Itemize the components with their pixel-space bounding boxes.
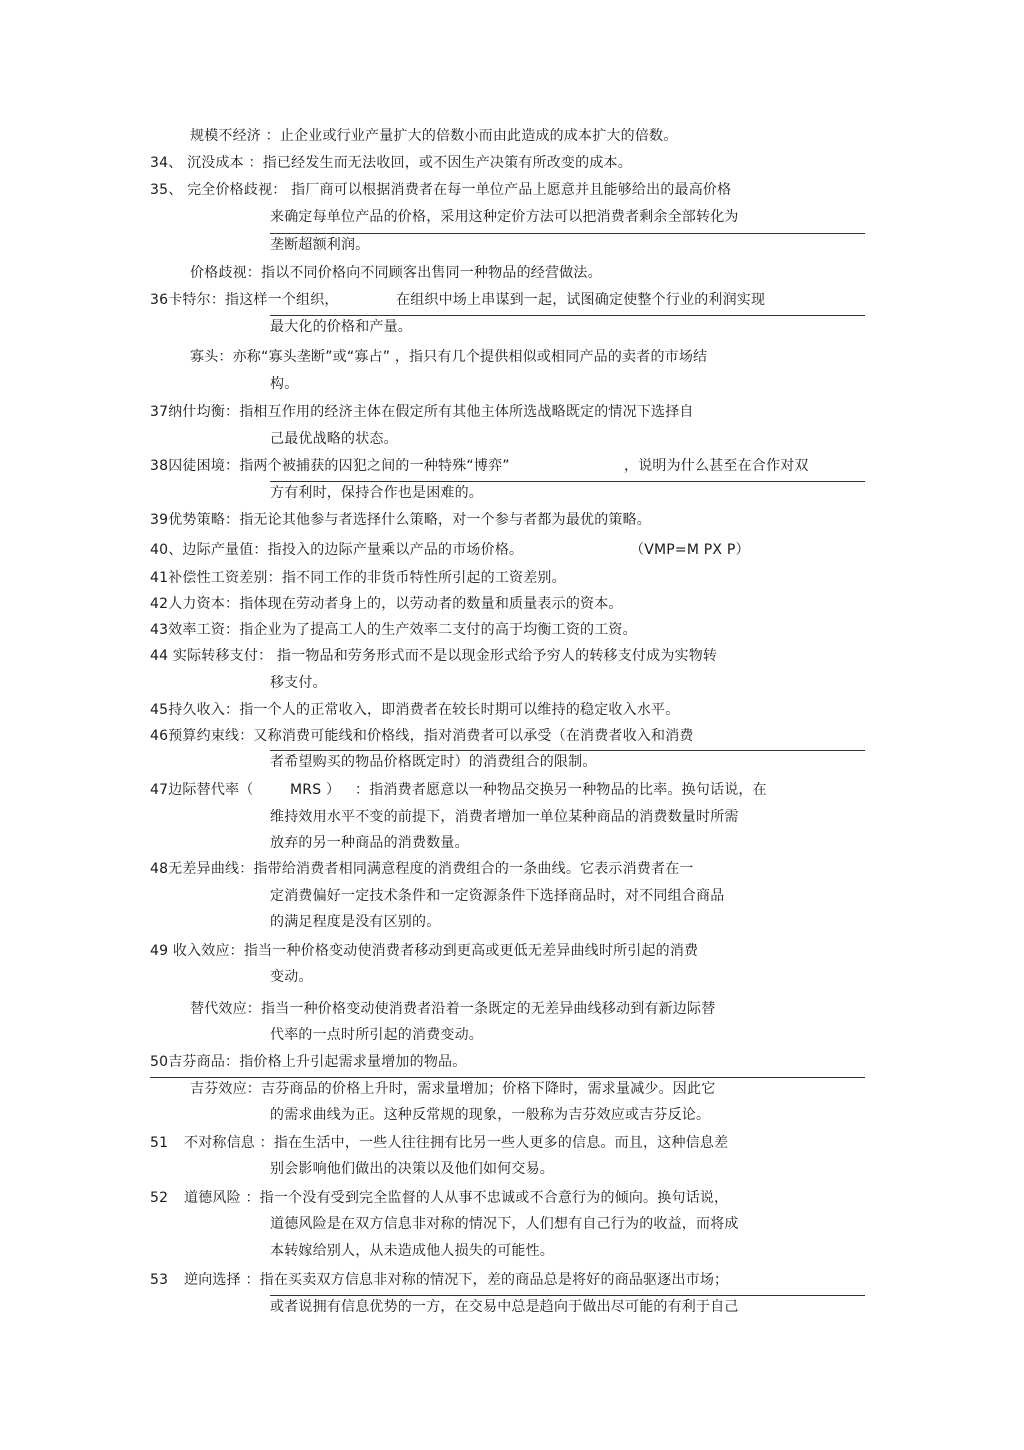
text-line: 35、 完全价格歧视： 指厂商可以根据消费者在每一单位产品上愿意并且能够给出的最高价格 — [150, 182, 732, 198]
text-line: 47边际替代率（ — [150, 782, 254, 798]
text-line: （VMP=M PX P） — [630, 542, 750, 558]
text-line: 40、边际产量值：指投入的边际产量乘以产品的市场价格。 — [150, 542, 524, 558]
text-line: 移支付。 — [270, 675, 327, 691]
text-line: ：指消费者愿意以一种物品交换另一种物品的比率。换句话说，在 — [355, 782, 767, 798]
text-line: 方有利时，保持合作也是困难的。 — [270, 485, 483, 501]
text-line: 38囚徒困境：指两个被捕获的囚犯之间的一种特殊“博弈” — [150, 458, 510, 474]
text-line: 者希望购买的物品价格既定时）的消费组合的限制。 — [270, 754, 597, 770]
underline-rule — [270, 315, 865, 316]
text-line: 49 收入效应：指当一种价格变动使消费者移动到更高或更低无差异曲线时所引起的消费 — [150, 943, 699, 959]
text-line: 或者说拥有信息优势的一方，在交易中总是趋向于做出尽可能的有利于自己 — [270, 1299, 739, 1315]
text-line: 构。 — [270, 376, 299, 392]
text-line: 42人力资本：指体现在劳动者身上的，以劳动者的数量和质量表示的资本。 — [150, 596, 623, 612]
text-line: 代率的一点时所引起的消费变动。 — [270, 1027, 483, 1043]
underline-rule — [270, 750, 865, 751]
text-line: 道德风险 ：指一个没有受到完全监督的人从事不忠诚或不合意行为的倾向。换句话说， — [184, 1190, 729, 1206]
text-line: 51 — [150, 1135, 169, 1151]
text-line: 替代效应：指当一种价格变动使消费者沿着一条既定的无差异曲线移动到有新边际替 — [190, 1001, 716, 1017]
text-line: 己最优战略的状态。 — [270, 431, 398, 447]
text-line: 37纳什均衡：指相互作用的经济主体在假定所有其他主体所选战略既定的情况下选择自 — [150, 404, 694, 420]
text-line: 52 — [150, 1190, 169, 1206]
text-line: 36卡特尔：指这样一个组织， — [150, 292, 339, 308]
text-line: 维持效用水平不变的前提下，消费者增加一单位某种商品的消费数量时所需 — [270, 809, 739, 825]
text-line: 定消费偏好一定技术条件和一定资源条件下选择商品时，对不同组合商品 — [270, 888, 725, 904]
underline-rule — [150, 1077, 865, 1078]
text-line: 来确定每单位产品的价格，采用这种定价方法可以把消费者剩余全部转化为 — [270, 209, 739, 225]
text-line: 在组织中场上串谋到一起，试图确定使整个行业的利润实现 — [396, 292, 766, 308]
text-line: 46预算约束线：又称消费可能线和价格线，指对消费者可以承受（在消费者收入和消费 — [150, 728, 694, 744]
text-line: 的满足程度是没有区别的。 — [270, 914, 441, 930]
text-line: 吉芬效应：吉芬商品的价格上升时，需求量增加；价格下降时，需求量减少。因此它 — [190, 1081, 716, 1097]
text-line: 44 实际转移支付： 指一物品和劳务形式而不是以现金形式给予穷人的转移支付成为实物转 — [150, 648, 718, 664]
text-line: 变动。 — [270, 969, 313, 985]
text-line: 寡头：亦称“寡头垄断”或“寡占” ，指只有几个提供相似或相同产品的卖者的市场结 — [190, 349, 708, 365]
text-line: 50吉芬商品：指价格上升引起需求量增加的物品。 — [150, 1054, 467, 1070]
text-line: 41补偿性工资差别：指不同工作的非货币特性所引起的工资差别。 — [150, 570, 566, 586]
text-line: 放弃的另一种商品的消费数量。 — [270, 835, 469, 851]
text-line: 逆向选择 ：指在买卖双方信息非对称的情况下，差的商品总是将好的商品驱逐出市场； — [184, 1272, 729, 1288]
underline-rule — [270, 1295, 865, 1296]
text-line: ，说明为什么甚至在合作对双 — [624, 458, 809, 474]
text-line: 别会影响他们做出的决策以及他们如何交易。 — [270, 1161, 554, 1177]
text-line: 43效率工资：指企业为了提高工人的生产效率二支付的高于均衡工资的工资。 — [150, 622, 637, 638]
text-line: 34、 沉没成本 ：指已经发生而无法收回，或不因生产决策有所改变的成本。 — [150, 155, 632, 171]
text-line: 最大化的价格和产量。 — [270, 319, 412, 335]
text-line: 53 — [150, 1272, 169, 1288]
text-line: 价格歧视：指以不同价格向不同顾客出售同一种物品的经营做法。 — [190, 265, 602, 281]
text-line: 39优势策略：指无论其他参与者选择什么策略，对一个参与者都为最优的策略。 — [150, 512, 652, 528]
underline-rule — [270, 233, 865, 234]
text-line: 45持久收入：指一个人的正常收入，即消费者在较长时期可以维持的稳定收入水平。 — [150, 702, 680, 718]
text-line: 规模不经济 ：止企业或行业产量扩大的倍数小而由此造成的成本扩大的倍数。 — [190, 128, 678, 144]
text-line: 48无差异曲线：指带给消费者相同满意程度的消费组合的一条曲线。它表示消费者在一 — [150, 861, 694, 877]
text-line: 垄断超额利润。 — [270, 237, 370, 253]
text-line: 的需求曲线为正。这种反常规的现象，一般称为吉芬效应或吉芬反论。 — [270, 1107, 711, 1123]
text-line: 不对称信息 ：指在生活中，一些人往往拥有比另一些人更多的信息。而且，这种信息差 — [184, 1135, 729, 1151]
text-line: 本转嫁给别人，从未造成他人损失的可能性。 — [270, 1243, 554, 1259]
text-line: MRS ） — [290, 782, 341, 798]
text-line: 道德风险是在双方信息非对称的情况下，人们想有自己行为的收益，而将成 — [270, 1216, 739, 1232]
underline-rule — [270, 481, 865, 482]
